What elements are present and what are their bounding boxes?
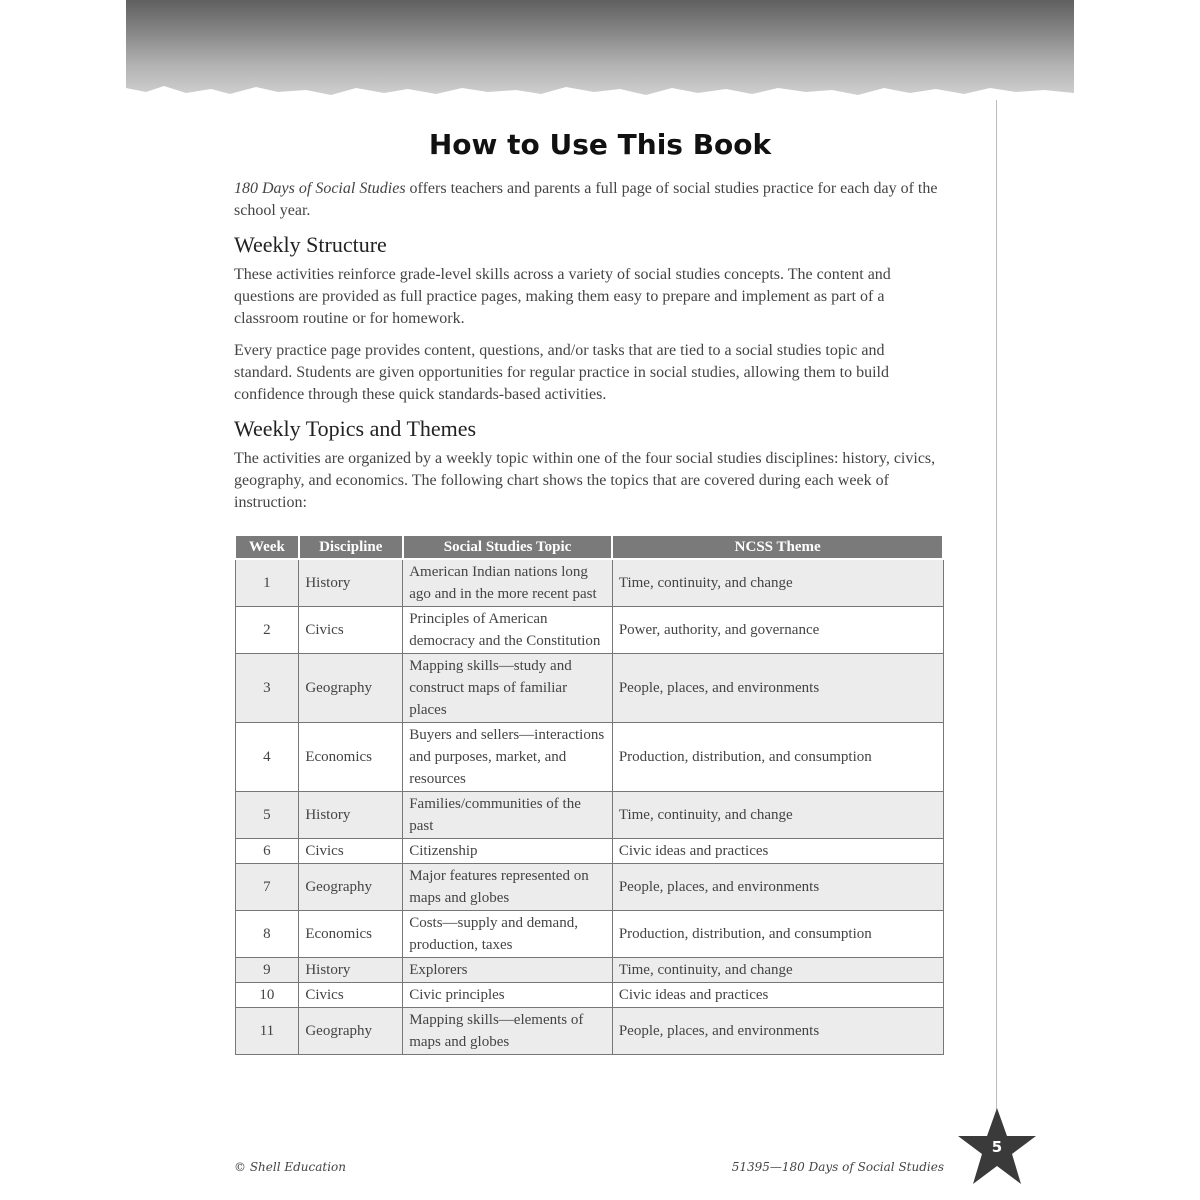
cell-theme: Power, authority, and governance xyxy=(612,607,943,654)
cell-discipline: Civics xyxy=(299,983,403,1008)
weekly-structure-para-2: Every practice page provides content, questions, and/or tasks that are tied to a social studies topic and standard. Students are given opportunities for regular practice in social studies, allowing them to build confidence through these quick standards-based activities. xyxy=(234,342,889,403)
book-title: 180 Days of Social Studies xyxy=(234,180,406,197)
cell-theme: Time, continuity, and change xyxy=(612,958,943,983)
cell-week: 1 xyxy=(235,559,299,607)
cell-discipline: History xyxy=(299,559,403,607)
table-row xyxy=(235,864,943,911)
torn-edge-icon xyxy=(126,80,1074,102)
cell-discipline: Geography xyxy=(299,864,403,911)
weekly-structure-para-1: These activities reinforce grade-level skills across a variety of social studies concepts. The content and questions are provided as full practice pages, making them easy to prepare and implement as part of a classroom routine or for homework. xyxy=(234,266,891,327)
intro-text: offers teachers and parents a full page of social studies practice for each day of the school year. xyxy=(234,180,938,219)
topics-table xyxy=(234,536,944,1055)
cell-week: 4 xyxy=(235,723,299,792)
cell-discipline: Geography xyxy=(299,1008,403,1055)
cell-theme: Production, distribution, and consumption xyxy=(612,911,943,958)
weekly-topics-heading: Weekly Topics and Themes xyxy=(234,416,477,441)
weekly-structure-heading: Weekly Structure xyxy=(234,232,387,257)
cell-theme: Civic ideas and practices xyxy=(612,839,943,864)
cell-topic: Mapping skills—elements of maps and globes xyxy=(403,1008,613,1055)
cell-week: 6 xyxy=(235,839,299,864)
cell-topic: Buyers and sellers—interactions and purposes, market, and resources xyxy=(403,723,613,792)
cell-theme: Time, continuity, and change xyxy=(612,792,943,839)
cell-theme: People, places, and environments xyxy=(612,1008,943,1055)
table-row xyxy=(235,983,943,1008)
footer-book-info: 51395—180 Days of Social Studies xyxy=(731,1160,944,1174)
cell-theme: Production, distribution, and consumption xyxy=(612,723,943,792)
table-row xyxy=(235,607,943,654)
footer-publisher: © Shell Education xyxy=(234,1160,347,1174)
page-number: 5 xyxy=(991,1138,1003,1156)
cell-topic: American Indian nations long ago and in the more recent past xyxy=(403,559,613,607)
table-row xyxy=(235,839,943,864)
table-row xyxy=(235,1008,943,1055)
cell-week: 10 xyxy=(235,983,299,1008)
cell-discipline: Civics xyxy=(299,607,403,654)
weekly-topics-para: The activities are organized by a weekly topic within one of the four social studies disciplines: history, civics, geography, and economics. The following chart shows the topics that are covered during each week of instruction: xyxy=(234,450,936,511)
header-theme: NCSS Theme xyxy=(612,536,943,559)
table-row xyxy=(235,958,943,983)
cell-topic: Mapping skills—study and construct maps of familiar places xyxy=(403,654,613,723)
cell-discipline: History xyxy=(299,792,403,839)
cell-theme: People, places, and environments xyxy=(612,654,943,723)
header-topic: Social Studies Topic xyxy=(403,536,613,559)
cell-discipline: Geography xyxy=(299,654,403,723)
cell-topic: Citizenship xyxy=(403,839,613,864)
cell-theme: Time, continuity, and change xyxy=(612,559,943,607)
cell-topic: Explorers xyxy=(403,958,613,983)
cell-week: 5 xyxy=(235,792,299,839)
cell-week: 9 xyxy=(235,958,299,983)
cell-discipline: Economics xyxy=(299,911,403,958)
header-discipline: Discipline xyxy=(299,536,403,559)
intro-paragraph xyxy=(234,178,944,222)
cell-topic: Families/communities of the past xyxy=(403,792,613,839)
cell-week: 7 xyxy=(235,864,299,911)
cell-topic: Principles of American democracy and the Constitution xyxy=(403,607,613,654)
cell-week: 8 xyxy=(235,911,299,958)
main-content xyxy=(234,178,944,524)
cell-topic: Major features represented on maps and globes xyxy=(403,864,613,911)
cell-discipline: History xyxy=(299,958,403,983)
cell-topic: Civic principles xyxy=(403,983,613,1008)
cell-theme: Civic ideas and practices xyxy=(612,983,943,1008)
cell-discipline: Economics xyxy=(299,723,403,792)
cell-discipline: Civics xyxy=(299,839,403,864)
page-title: How to Use This Book xyxy=(428,128,772,161)
page-number-badge xyxy=(956,1106,1038,1188)
torn-paper-banner xyxy=(126,0,1074,100)
cell-week: 11 xyxy=(235,1008,299,1055)
table-row xyxy=(235,911,943,958)
table-row xyxy=(235,654,943,723)
table-row xyxy=(235,792,943,839)
margin-rule xyxy=(996,100,997,1110)
table-header-row xyxy=(235,536,943,559)
cell-week: 3 xyxy=(235,654,299,723)
cell-week: 2 xyxy=(235,607,299,654)
cell-theme: People, places, and environments xyxy=(612,864,943,911)
header-week: Week xyxy=(235,536,299,559)
table-row xyxy=(235,723,943,792)
table-row xyxy=(235,559,943,607)
cell-topic: Costs—supply and demand, production, taxes xyxy=(403,911,613,958)
